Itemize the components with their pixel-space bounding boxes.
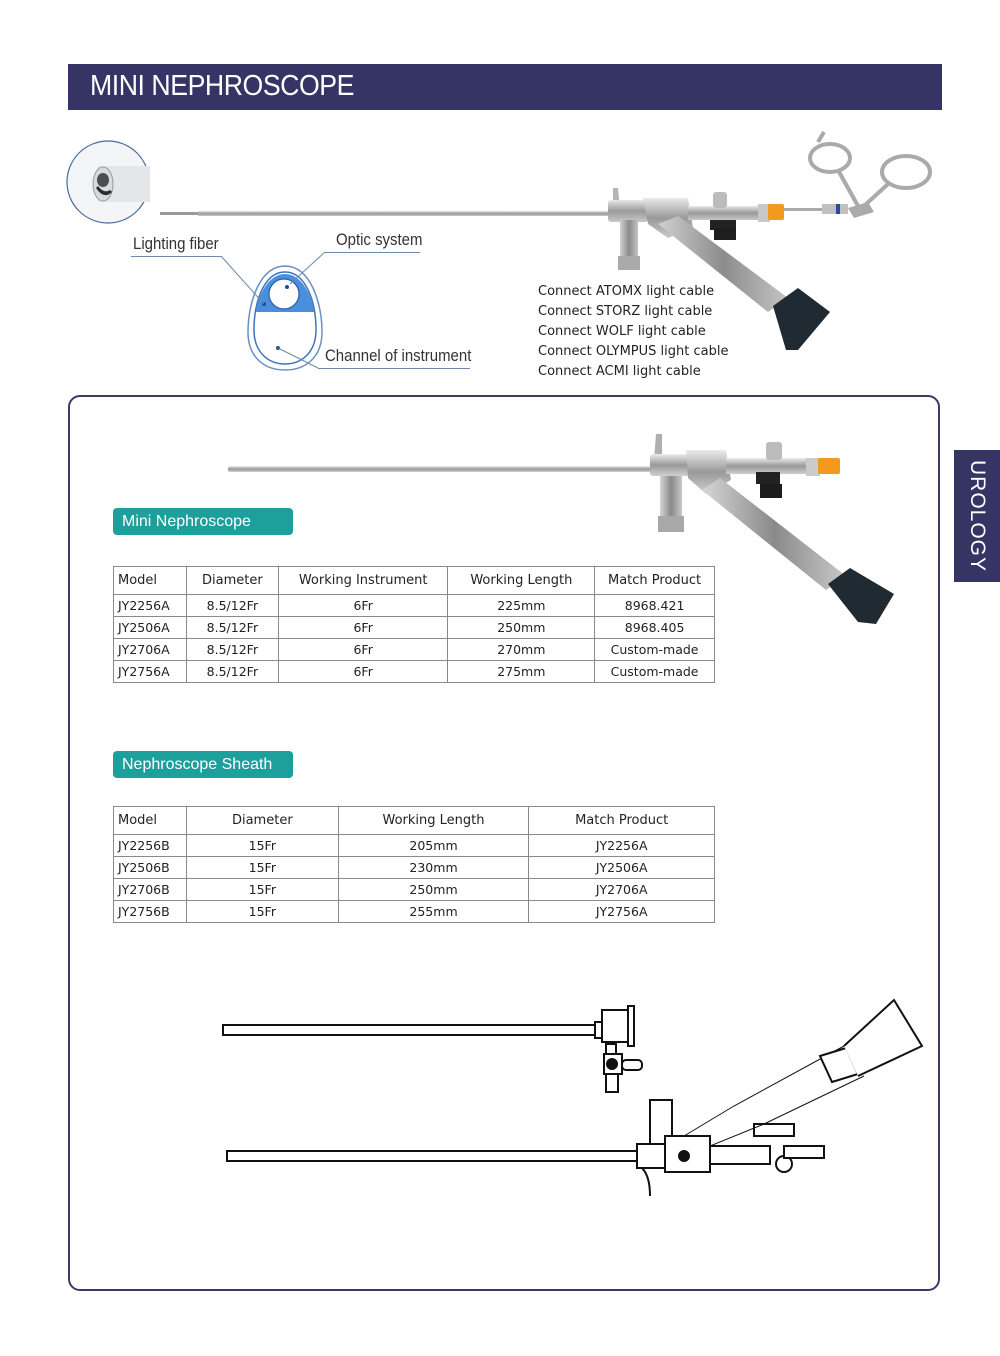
model-cell: JY2506B xyxy=(114,857,187,879)
model-cell: JY2506A xyxy=(114,617,187,639)
working-length-cell: 250mm xyxy=(338,879,529,901)
column-header: Match Product xyxy=(529,807,715,835)
category-label: UROLOGY xyxy=(966,459,989,573)
working-instrument-cell: 6Fr xyxy=(278,639,448,661)
callout-lighting-fiber: Lighting fiber xyxy=(133,234,219,253)
model-cell: JY2706A xyxy=(114,639,187,661)
model-cell: JY2256A xyxy=(114,595,187,617)
table-row xyxy=(114,661,715,683)
working-instrument-cell: 6Fr xyxy=(278,661,448,683)
working-length-cell: 225mm xyxy=(448,595,595,617)
working-length-cell: 230mm xyxy=(338,857,529,879)
model-cell: JY2756A xyxy=(114,661,187,683)
match-product-cell: 8968.405 xyxy=(595,617,715,639)
connect-item: Connect ATOMX light cable xyxy=(538,284,715,299)
column-header: Diameter xyxy=(186,567,278,595)
section-badge-mini-nephroscope: Mini Nephroscope xyxy=(113,508,293,535)
match-product-cell: JY2506A xyxy=(529,857,715,879)
table-row xyxy=(114,857,715,879)
match-product-cell: Custom-made xyxy=(595,639,715,661)
table-row xyxy=(114,835,715,857)
callout-leader-lines xyxy=(0,0,500,400)
connect-item: Connect WOLF light cable xyxy=(538,324,706,339)
table-row xyxy=(114,639,715,661)
table-row xyxy=(114,617,715,639)
table-header-row xyxy=(114,807,715,835)
section-badge-nephroscope-sheath: Nephroscope Sheath xyxy=(113,751,293,778)
diameter-cell: 8.5/12Fr xyxy=(186,661,278,683)
column-header: Match Product xyxy=(595,567,715,595)
column-header: Model xyxy=(114,807,187,835)
working-instrument-cell: 6Fr xyxy=(278,595,448,617)
working-length-cell: 270mm xyxy=(448,639,595,661)
column-header: Diameter xyxy=(186,807,338,835)
working-length-cell: 250mm xyxy=(448,617,595,639)
match-product-cell: 8968.421 xyxy=(595,595,715,617)
callout-optic-system: Optic system xyxy=(336,230,423,249)
mini-nephroscope-table xyxy=(113,566,715,683)
connect-item: Connect STORZ light cable xyxy=(538,304,713,319)
diameter-cell: 8.5/12Fr xyxy=(186,617,278,639)
page-title: MINI NEPHROSCOPE xyxy=(90,70,354,102)
match-product-cell: JY2256A xyxy=(529,835,715,857)
nephroscope-line-drawing xyxy=(224,996,924,1206)
table-header-row xyxy=(114,567,715,595)
model-cell: JY2256B xyxy=(114,835,187,857)
match-product-cell: Custom-made xyxy=(595,661,715,683)
diameter-cell: 15Fr xyxy=(186,879,338,901)
nephroscope-sheath-table xyxy=(113,806,715,923)
column-header: Working Length xyxy=(338,807,529,835)
connect-item: Connect ACMI light cable xyxy=(538,364,701,379)
model-cell: JY2756B xyxy=(114,901,187,923)
table-row xyxy=(114,879,715,901)
working-length-cell: 255mm xyxy=(338,901,529,923)
diameter-cell: 8.5/12Fr xyxy=(186,639,278,661)
table-row xyxy=(114,901,715,923)
callout-channel-of-instrument: Channel of instrument xyxy=(325,346,472,365)
column-header: Model xyxy=(114,567,187,595)
table-row xyxy=(114,595,715,617)
light-cable-compatibility-list xyxy=(538,282,728,382)
match-product-cell: JY2706A xyxy=(529,879,715,901)
diameter-cell: 15Fr xyxy=(186,835,338,857)
model-cell: JY2706B xyxy=(114,879,187,901)
column-header: Working Instrument xyxy=(278,567,448,595)
working-length-cell: 275mm xyxy=(448,661,595,683)
connect-item: Connect OLYMPUS light cable xyxy=(538,344,729,359)
diameter-cell: 15Fr xyxy=(186,901,338,923)
diameter-cell: 15Fr xyxy=(186,857,338,879)
category-side-tab xyxy=(954,450,1000,582)
working-length-cell: 205mm xyxy=(338,835,529,857)
working-instrument-cell: 6Fr xyxy=(278,617,448,639)
match-product-cell: JY2756A xyxy=(529,901,715,923)
column-header: Working Length xyxy=(448,567,595,595)
diameter-cell: 8.5/12Fr xyxy=(186,595,278,617)
